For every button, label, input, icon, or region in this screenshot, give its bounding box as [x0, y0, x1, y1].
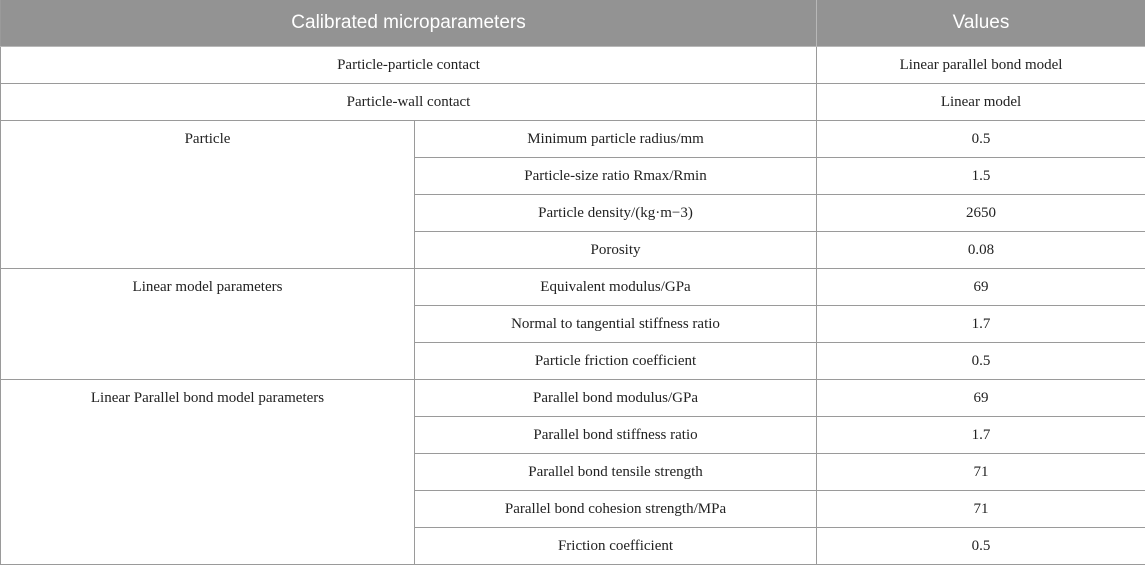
param-name: Particle friction coefficient: [415, 343, 817, 380]
param-name: Friction coefficient: [415, 528, 817, 565]
param-value: 1.5: [817, 158, 1145, 195]
header-parameters: Calibrated microparameters: [1, 0, 817, 47]
header-row: [1, 0, 1145, 47]
param-value: 1.7: [817, 306, 1145, 343]
table-row: [1, 84, 1145, 121]
group-label-particle: Particle: [1, 121, 415, 269]
table-row: [1, 47, 1145, 84]
group-label-parallel-bond: Linear Parallel bond model parameters: [1, 380, 415, 565]
param-value: 69: [817, 380, 1145, 417]
group-label-linear: Linear model parameters: [1, 269, 415, 380]
param-value: 0.5: [817, 528, 1145, 565]
table-row: [1, 269, 1145, 306]
param-value: 0.5: [817, 343, 1145, 380]
table-row: [1, 380, 1145, 417]
row-label: Particle-particle contact: [1, 47, 817, 84]
param-name: Parallel bond stiffness ratio: [415, 417, 817, 454]
param-value: 71: [817, 454, 1145, 491]
param-name: Particle density/(kg·m−3): [415, 195, 817, 232]
param-value: 0.5: [817, 121, 1145, 158]
row-value: Linear parallel bond model: [817, 47, 1145, 84]
param-value: 71: [817, 491, 1145, 528]
param-value: 0.08: [817, 232, 1145, 269]
param-name: Parallel bond tensile strength: [415, 454, 817, 491]
param-name: Normal to tangential stiffness ratio: [415, 306, 817, 343]
param-name: Particle-size ratio Rmax/Rmin: [415, 158, 817, 195]
param-value: 1.7: [817, 417, 1145, 454]
param-name: Minimum particle radius/mm: [415, 121, 817, 158]
param-name: Equivalent modulus/GPa: [415, 269, 817, 306]
param-name: Porosity: [415, 232, 817, 269]
param-name: Parallel bond cohesion strength/MPa: [415, 491, 817, 528]
param-name: Parallel bond modulus/GPa: [415, 380, 817, 417]
table-row: [1, 121, 1145, 158]
row-value: Linear model: [817, 84, 1145, 121]
param-value: 2650: [817, 195, 1145, 232]
header-values: Values: [817, 0, 1145, 47]
param-value: 69: [817, 269, 1145, 306]
row-label: Particle-wall contact: [1, 84, 817, 121]
